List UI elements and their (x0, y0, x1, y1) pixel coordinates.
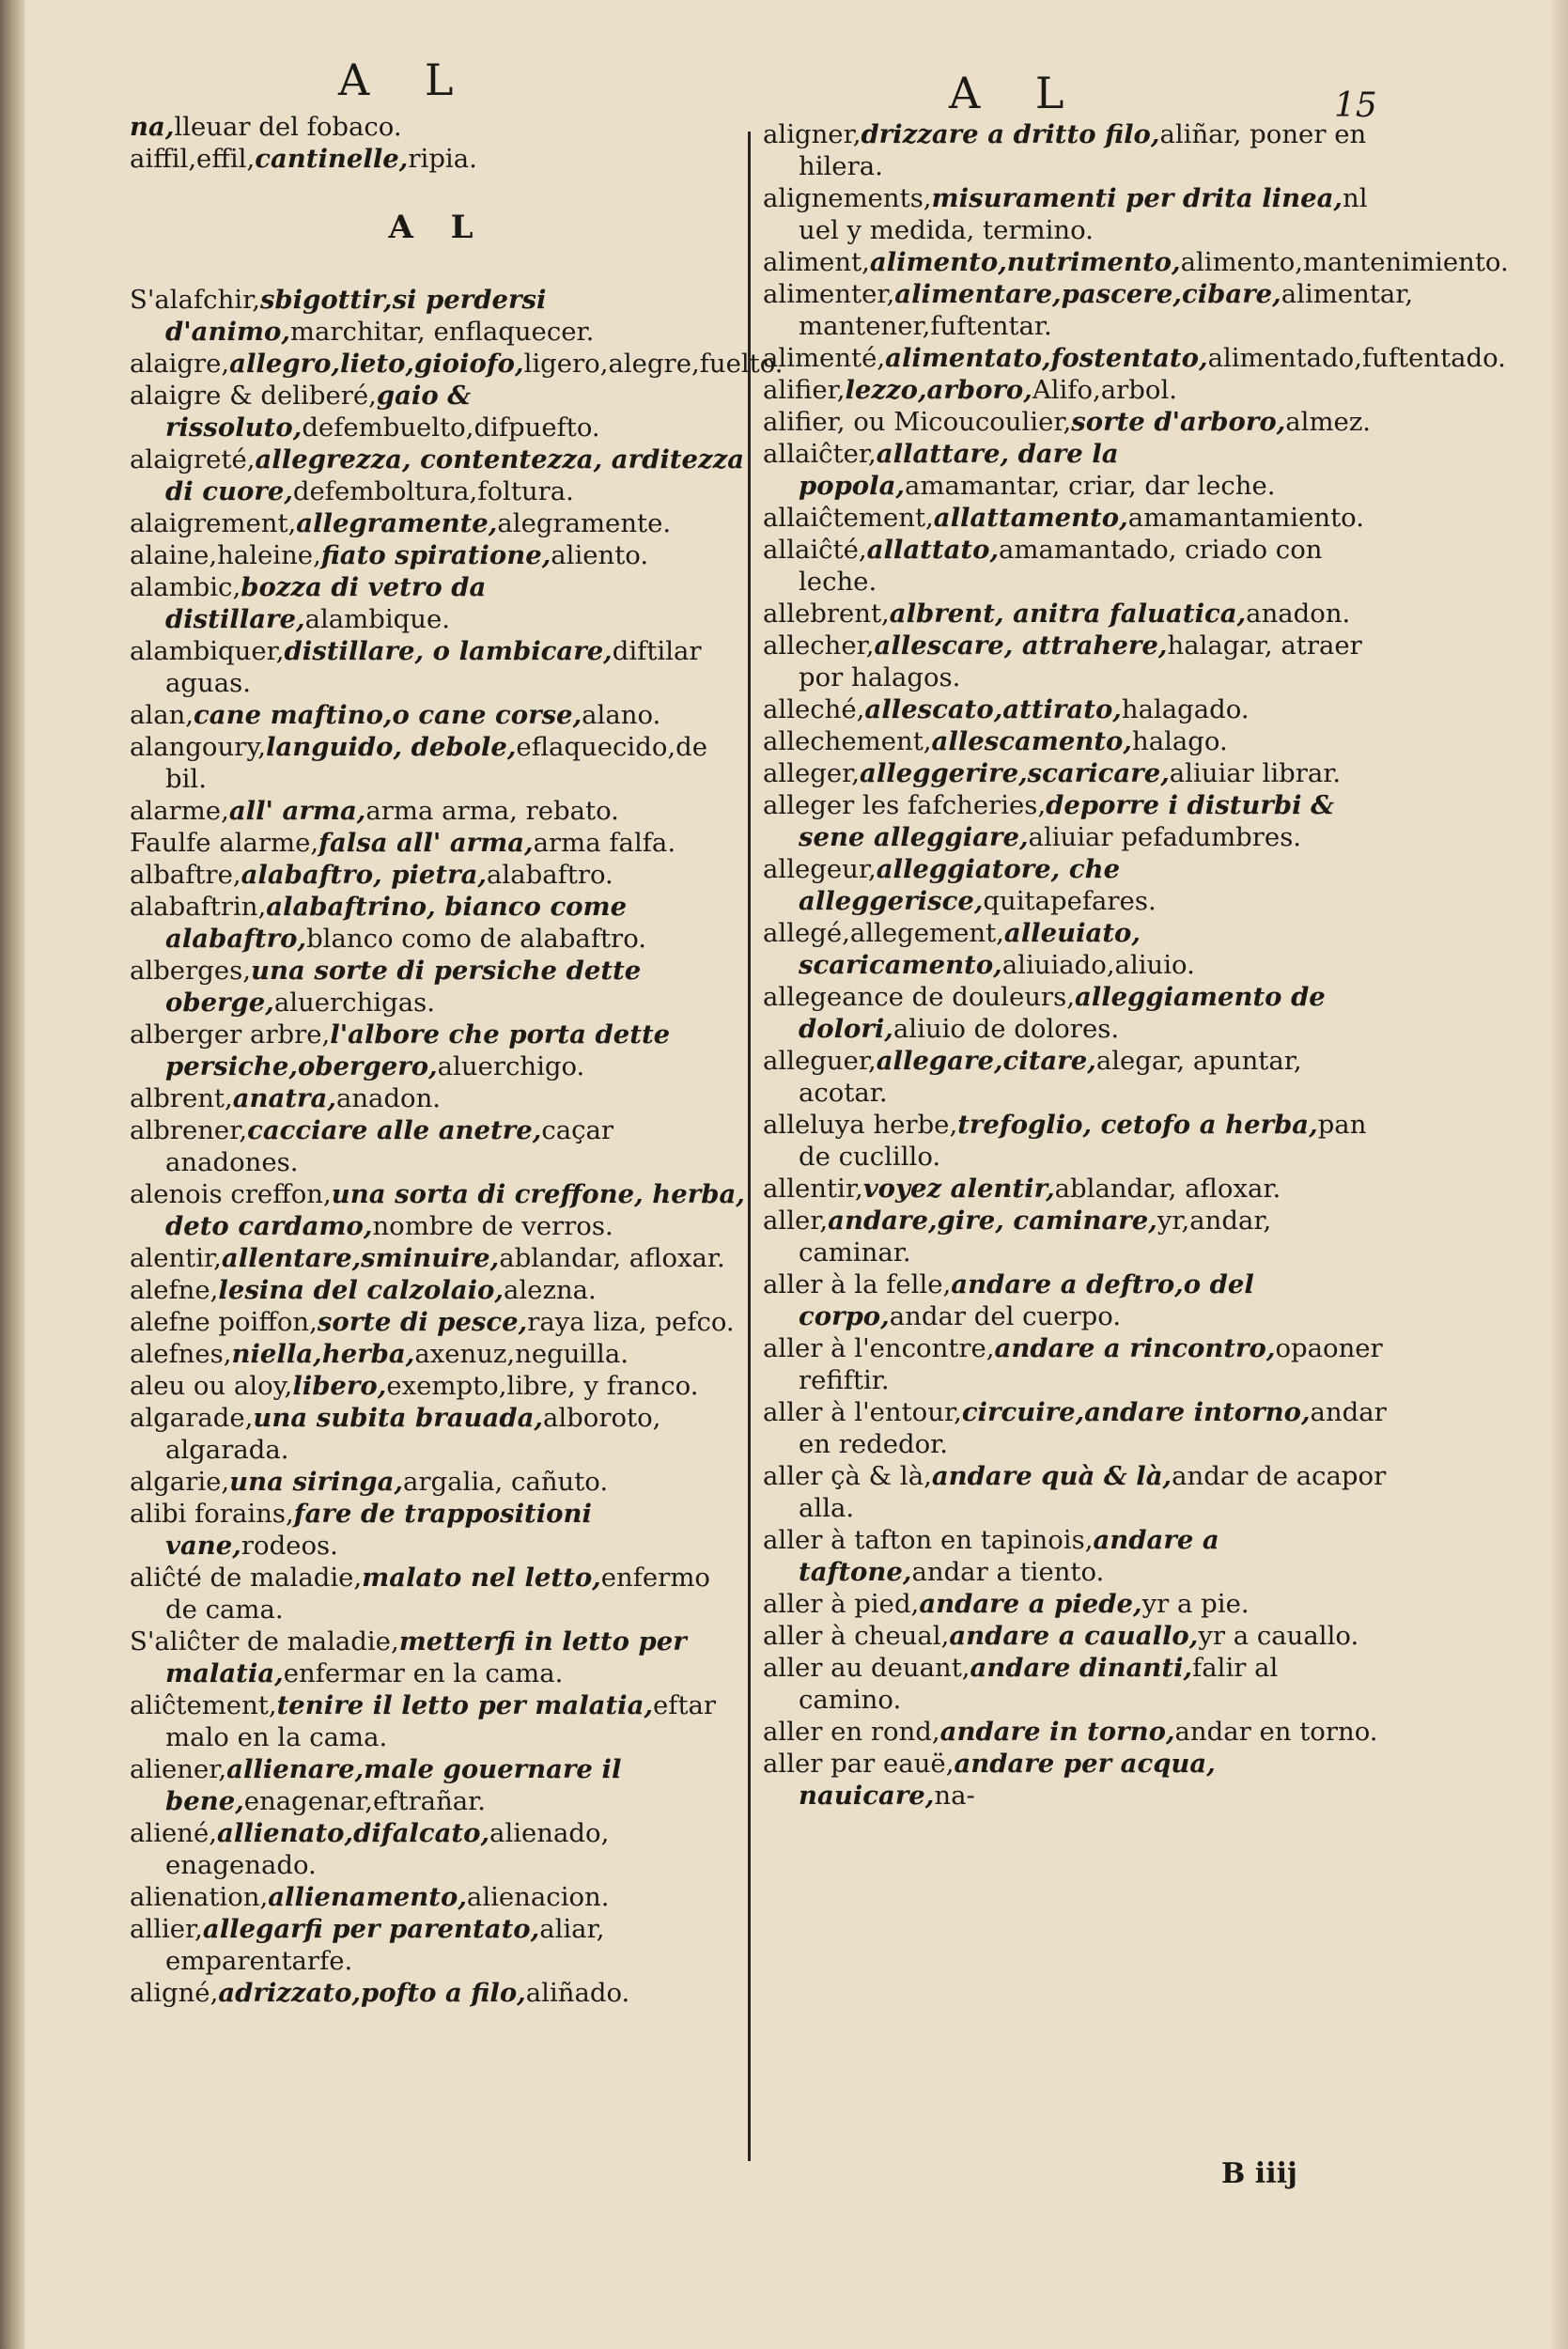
entry-spanish: amamantar, criar, dar leche. (904, 471, 1276, 501)
entry-italian: cacciare alle anetre, (247, 1115, 542, 1145)
entry-spanish: almez. (1285, 407, 1372, 437)
entry-headword: alefne, (130, 1275, 219, 1305)
entry-italian: trefoglio, cetofo a herba, (957, 1110, 1318, 1140)
entry-italian: alimentato,fostentato, (885, 343, 1208, 373)
entry-italian: circuire,andare intorno, (961, 1397, 1311, 1427)
entry-headword: allegé,allegement, (763, 918, 1004, 948)
entry-spanish: alimentado,fuftentado. (1207, 343, 1506, 373)
entry-headword: aller à la felle, (763, 1269, 952, 1299)
dictionary-entry (763, 438, 1388, 502)
column-rule (748, 132, 751, 2161)
dictionary-entry (763, 1524, 1388, 1588)
entry-italian: anatra, (232, 1083, 336, 1113)
entry-spanish: pan de cuclillo. (799, 1110, 1367, 1172)
entry-italian: adrizzato,pofto a filo, (218, 1978, 526, 2008)
dictionary-entry (130, 1402, 745, 1466)
entry-spanish: andar del cuerpo. (889, 1301, 1122, 1331)
dictionary-entry (130, 1881, 745, 1913)
dictionary-entry (130, 571, 745, 635)
entry-spanish: exempto,libre, y franco. (386, 1371, 699, 1401)
right-column (763, 118, 1509, 1812)
entry-italian: andare,gire, caminare, (828, 1206, 1157, 1236)
dictionary-entry (763, 502, 1388, 534)
dictionary-entry (763, 1396, 1388, 1460)
entry-italian: allegare,citare, (876, 1046, 1096, 1076)
entry-spanish: alimento,mantenimiento. (1180, 247, 1509, 277)
entry-headword: aiffil,effil, (130, 144, 256, 174)
entry-italian: metterfi in letto per malatia, (165, 1626, 687, 1688)
entry-headword: aller au deuant, (763, 1653, 970, 1683)
entry-italian: distillare, o lambicare, (284, 636, 613, 666)
entry-headword: aligner, (763, 119, 862, 149)
dictionary-entry (763, 1332, 1388, 1396)
entry-headword: algarie, (130, 1467, 230, 1497)
dictionary-entry (763, 693, 1388, 725)
dictionary-entry (763, 1748, 1388, 1812)
entry-headword: albrener, (130, 1115, 248, 1145)
entry-headword: aliment, (763, 247, 870, 277)
entry-italian: albrent, anitra faluatica, (889, 599, 1247, 629)
entry-spanish: eftar malo en la cama. (165, 1690, 717, 1752)
dictionary-entry (130, 1913, 745, 1977)
entry-spanish: yr,andar, caminar. (799, 1206, 1272, 1268)
entry-spanish: aliñado. (525, 1978, 630, 2008)
entry-spanish: anadon. (1246, 599, 1351, 629)
entry-headword: allaiĉtement, (763, 503, 934, 533)
entry-italian: cane maftino,o cane corse, (194, 700, 582, 730)
entry-spanish: opaoner refiftir. (799, 1333, 1383, 1395)
dictionary-entry (130, 1626, 745, 1689)
entry-spanish: alimentar, mantener,fuftentar. (799, 279, 1414, 341)
entry-headword: aliené, (130, 1818, 217, 1848)
entry-italian: allattato, (866, 535, 1000, 565)
dictionary-entry (763, 1620, 1388, 1652)
entry-italian: allescato,attirato, (864, 694, 1122, 724)
entry-headword: albaftre, (130, 860, 241, 890)
entry-italian: andare dinanti, (970, 1653, 1193, 1683)
entry-spanish: enfermo de cama. (165, 1563, 710, 1625)
entry-spanish: alboroto, algarada. (165, 1403, 661, 1465)
entry-spanish: aluerchigas. (273, 988, 435, 1018)
entry-headword: aller à l'entour, (763, 1397, 962, 1427)
dictionary-entry (130, 348, 784, 380)
entry-italian: bozza di vetro da distillare, (165, 572, 487, 634)
right-entries (763, 118, 1509, 1812)
entry-headword: aller à l'encontre, (763, 1333, 995, 1363)
entry-headword: aleu ou aloy, (130, 1371, 293, 1401)
entry-headword: alefnes, (130, 1339, 232, 1369)
section-heading: A L (388, 209, 487, 246)
entry-headword: allebrent, (763, 599, 890, 629)
entry-italian: andare per acqua, nauicare, (799, 1749, 1216, 1811)
entry-spanish: yr a cauallo. (1198, 1621, 1359, 1651)
entry-italian: una subita brauada, (253, 1403, 543, 1433)
entry-italian: alleggiatore, che alleggerisce, (799, 854, 1121, 916)
entry-italian: allattamento, (933, 503, 1128, 533)
entry-italian: voyez alentir, (862, 1174, 1055, 1204)
entry-italian: malato nel letto, (362, 1563, 601, 1593)
entry-spanish: amamantamiento. (1127, 503, 1364, 533)
dictionary-entry (130, 143, 745, 175)
dictionary-entry (130, 891, 745, 955)
entry-headword: aller par eauë, (763, 1749, 955, 1779)
entry-spanish: blanco como de alabaftro. (306, 924, 647, 954)
entry-spanish: alezna. (503, 1275, 597, 1305)
entry-spanish: argalia, cañuto. (403, 1467, 609, 1497)
entry-headword: allier, (130, 1914, 203, 1944)
dictionary-entry (130, 1082, 745, 1114)
entry-headword: alleguer, (763, 1046, 877, 1076)
entry-headword: alberger arbre, (130, 1019, 331, 1050)
entry-headword: alleger, (763, 758, 861, 788)
entry-italian: drizzare a dritto filo, (861, 119, 1160, 149)
entry-headword: alaigreté, (130, 444, 256, 474)
entry-headword: alifier, (763, 375, 846, 405)
entry-spanish: nombre de verros. (372, 1211, 613, 1241)
dictionary-entry (763, 1173, 1388, 1205)
entry-headword: allechement, (763, 726, 932, 756)
dictionary-entry (763, 278, 1414, 342)
entry-headword: aligné, (130, 1978, 219, 2008)
entry-italian: andare a deftro,o del corpo, (799, 1269, 1254, 1331)
entry-spanish: andar en rededor. (799, 1397, 1387, 1459)
entry-headword: alleluya herbe, (763, 1110, 958, 1140)
entry-headword: alberges, (130, 956, 251, 986)
dictionary-entry (130, 380, 745, 443)
dictionary-entry (130, 284, 745, 348)
entry-spanish: arma falfa. (533, 828, 676, 858)
entry-italian: lesina del calzolaio, (218, 1275, 504, 1305)
entry-spanish: falir al camino. (799, 1653, 1279, 1715)
dictionary-entry (763, 1716, 1388, 1748)
dictionary-entry (763, 118, 1388, 182)
dictionary-entry (763, 1205, 1388, 1268)
entry-headword: aliĉtement, (130, 1690, 277, 1720)
entry-spanish: Alifo,arbol. (1032, 375, 1178, 405)
dictionary-entry (763, 1652, 1388, 1716)
entry-italian: andare in torno, (939, 1717, 1175, 1747)
dictionary-entry (763, 789, 1388, 853)
dictionary-entry (130, 1306, 745, 1338)
dictionary-entry (130, 635, 745, 699)
entry-headword: S'alafchir, (130, 285, 260, 315)
page-number: 15 (1334, 86, 1377, 125)
entry-italian: alabaftro, pietra, (241, 860, 487, 890)
dictionary-entry (130, 1689, 745, 1753)
entry-spanish: enagenar,eftrañar. (243, 1786, 487, 1816)
dictionary-entry (763, 342, 1506, 374)
entry-spanish: amamantado, criado con leche. (799, 535, 1323, 597)
dictionary-entry (130, 1242, 745, 1274)
entry-spanish: aliuiar librar. (1169, 758, 1342, 788)
entry-italian: all' arma, (228, 796, 366, 826)
entry-spanish: enfermar en la cama. (283, 1658, 564, 1688)
entry-headword: allaiĉté, (763, 535, 867, 565)
entry-spanish: alienado, enagenado. (165, 1818, 610, 1880)
entry-headword: alleché, (763, 694, 865, 724)
dictionary-entry (763, 598, 1388, 630)
entry-spanish: andar a tiento. (911, 1557, 1105, 1587)
dictionary-entry (130, 795, 745, 827)
entry-headword: alangoury, (130, 732, 266, 762)
dictionary-entry (130, 827, 745, 859)
entry-spanish: aliuiar pefadumbres. (1028, 822, 1302, 852)
entry-headword: algarade, (130, 1403, 254, 1433)
entry-italian: misuramenti per drita linea, (931, 183, 1343, 213)
entry-spanish: marchitar, enflaquecer. (289, 317, 595, 347)
entry-italian: allienamento, (268, 1882, 467, 1912)
entry-italian: falsa all' arma, (318, 828, 534, 858)
entry-italian: sorte di pesce, (317, 1307, 528, 1337)
dictionary-entry (130, 699, 745, 731)
dictionary-entry (763, 725, 1388, 757)
dictionary-entry (130, 443, 745, 507)
entry-italian: allienato,difalcato, (217, 1818, 490, 1848)
entry-italian: sbigottir,si perdersi d'animo, (165, 285, 547, 347)
entry-italian: libero, (292, 1371, 387, 1401)
entry-spanish: halago. (1131, 726, 1228, 756)
entry-headword: aller çà & là, (763, 1461, 932, 1491)
entry-italian: andare a rincontro, (994, 1333, 1276, 1363)
entry-italian: alabaftrino, bianco come alabaftro, (165, 892, 628, 954)
entry-headword: alimenter, (763, 279, 895, 309)
entry-italian: gaio & rissoluto, (165, 381, 472, 443)
entry-italian: andare quà & là, (931, 1461, 1172, 1491)
dictionary-entry (763, 1460, 1388, 1524)
entry-headword: alaigre & deliberé, (130, 381, 377, 411)
entry-headword: alaigre, (130, 349, 230, 379)
entry-headword: alignements, (763, 183, 932, 213)
entry-italian: allegrezza, contentezza, arditezza di cuore, (165, 444, 745, 506)
entry-headword: alleger les fafcheries, (763, 790, 1047, 820)
entry-spanish: na- (934, 1781, 975, 1811)
entry-spanish: yr a pie. (1141, 1589, 1250, 1619)
entry-headword: S'aliĉter de maladie, (130, 1626, 399, 1657)
entry-italian: una siringa, (229, 1467, 404, 1497)
entry-italian: una sorte di persiche dette oberge, (165, 956, 642, 1018)
dictionary-entry (130, 1977, 745, 2009)
dictionary-entry (130, 1114, 745, 1178)
dictionary-entry (130, 955, 745, 1019)
signature-mark: B iiij (1221, 2157, 1297, 2190)
dictionary-entry (763, 917, 1388, 981)
dictionary-entry (130, 1274, 745, 1306)
entry-italian: allescamento, (931, 726, 1132, 756)
entry-headword: aller à pied, (763, 1589, 920, 1619)
entry-headword: allentir, (763, 1174, 863, 1204)
entry-headword: aller en rond, (763, 1717, 940, 1747)
dictionary-entry (130, 111, 745, 143)
entry-headword: aller à cheual, (763, 1621, 950, 1651)
entry-headword: aller à tafton en tapinois, (763, 1525, 1094, 1555)
entry-spanish: aluerchigo. (437, 1051, 585, 1081)
dictionary-entry (763, 182, 1388, 246)
entry-italian: andare a cauallo, (949, 1621, 1199, 1651)
dictionary-entry (130, 539, 745, 571)
page-gutter-shadow (0, 0, 24, 2349)
entry-spanish: axenuz,neguilla. (414, 1339, 629, 1369)
entry-spanish: eflaquecido,de bil. (165, 732, 707, 794)
entry-headword: alaine,haleine, (130, 540, 321, 570)
entry-headword: aller, (763, 1206, 829, 1236)
entry-italian: l'albore che porta dette persiche,obergero, (165, 1019, 671, 1081)
entry-italian: alimentare,pascere,cibare, (894, 279, 1281, 309)
entry-headword: alambic, (130, 572, 241, 602)
entry-italian: lezzo,arboro, (845, 375, 1032, 405)
entry-headword: alabaftrin, (130, 892, 267, 922)
entry-italian: una sorta di creffone, herba, deto cardamo, (165, 1179, 745, 1241)
entry-italian: alleggiamento de dolori, (799, 982, 1326, 1044)
entry-spanish: rodeos. (241, 1531, 338, 1561)
entry-spanish: alegar, apuntar, acotar. (799, 1046, 1302, 1108)
entry-headword: alenois creffon, (130, 1179, 332, 1209)
entry-spanish: aliñar, poner en hilera. (799, 119, 1367, 181)
entry-italian: alimento,nutrimento, (869, 247, 1181, 277)
entry-headword: alibi forains, (130, 1499, 294, 1529)
entry-italian: fare de trappositioni vane, (165, 1499, 592, 1561)
entry-spanish: diftilar aguas. (165, 636, 702, 698)
entry-headword: aliener, (130, 1754, 227, 1784)
dictionary-entry (130, 1498, 745, 1562)
entry-spanish: lleuar del fobaco. (174, 112, 402, 142)
entry-spanish: halagado. (1121, 694, 1250, 724)
entry-headword: allaiĉter, (763, 439, 877, 469)
left-column (130, 111, 784, 2009)
entry-spanish: ablandar, afloxar. (499, 1243, 725, 1273)
entry-headword: alarme, (130, 796, 229, 826)
entry-headword: aliĉté de maladie, (130, 1563, 363, 1593)
entry-italian: niella,herba, (231, 1339, 415, 1369)
dictionary-entry (130, 1466, 745, 1498)
dictionary-entry (763, 630, 1388, 693)
entry-headword: allegeance de douleurs, (763, 982, 1075, 1012)
entry-spanish: alegramente. (497, 508, 672, 538)
entry-italian: sorte d'arboro, (1071, 407, 1286, 437)
dictionary-entry (130, 1817, 745, 1881)
entry-headword: alaigrement, (130, 508, 297, 538)
entry-headword: alambiquer, (130, 636, 285, 666)
dictionary-entry (763, 246, 1509, 278)
entry-italian: andare a piede, (919, 1589, 1142, 1619)
dictionary-entry (763, 1045, 1388, 1109)
entry-spanish: aliuiado,aliuio. (1001, 950, 1195, 980)
entry-italian: allentare,sminuire, (221, 1243, 500, 1273)
dictionary-entry (763, 1109, 1388, 1173)
entry-italian: allescare, attrahere, (874, 630, 1168, 661)
entry-spanish: alabaftro. (487, 860, 613, 890)
entry-italian: allegramente, (296, 508, 498, 538)
entry-italian: na, (130, 112, 175, 142)
dictionary-entry (763, 374, 1388, 406)
running-head-right: A L (949, 68, 1085, 118)
entry-italian: tenire il letto per malatia, (276, 1690, 654, 1720)
entry-spanish: nl uel y medida, termino. (799, 183, 1368, 245)
dictionary-entry (130, 1753, 745, 1817)
entry-spanish: ligero,alegre,fuelto. (523, 349, 784, 379)
entry-spanish: andar de acapor alla. (799, 1461, 1387, 1523)
entry-spanish: aliuio de dolores. (893, 1014, 1120, 1044)
entry-spanish: alano. (582, 700, 661, 730)
entry-spanish: alambique. (304, 604, 450, 634)
dictionary-entry (130, 1019, 745, 1082)
entry-headword: alefne poiffon, (130, 1307, 318, 1337)
dictionary-entry (763, 534, 1388, 598)
entry-headword: alentir, (130, 1243, 222, 1273)
entry-spanish: halagar, atraer por halagos. (799, 630, 1362, 692)
dictionary-entry (130, 1370, 745, 1402)
entry-headword: allegeur, (763, 854, 877, 884)
entry-italian: alleggerire,scaricare, (860, 758, 1170, 788)
entry-spanish: aliento. (551, 540, 649, 570)
dictionary-entry (763, 757, 1388, 789)
entry-spanish: raya liza, pefco. (527, 1307, 735, 1337)
entry-spanish: defemboltura,foltura. (292, 476, 574, 506)
entry-italian: allegro,lieto,gioiofo, (229, 349, 524, 379)
running-head-left: A L (338, 54, 474, 105)
entry-spanish: aliar, emparentarfe. (165, 1914, 605, 1976)
entry-headword: alienation, (130, 1882, 269, 1912)
entry-italian: allienare,male gouernare il bene, (165, 1754, 622, 1816)
entry-spanish: quitapefares. (983, 886, 1157, 916)
entry-italian: andare a taftone, (799, 1525, 1219, 1587)
entry-spanish: ripia. (408, 144, 477, 174)
entry-spanish: defembuelto,difpuefto. (302, 412, 600, 443)
left-entries (130, 284, 784, 2009)
dictionary-entry (130, 507, 745, 539)
entry-spanish: andar en torno. (1174, 1717, 1378, 1747)
entry-spanish: caçar anadones. (165, 1115, 614, 1177)
dictionary-entry (763, 1268, 1388, 1332)
dictionary-entry (130, 1562, 745, 1626)
left-leading-entries (130, 111, 745, 175)
entry-headword: albrent, (130, 1083, 233, 1113)
dictionary-entry (130, 859, 745, 891)
dictionary-entry (763, 406, 1388, 438)
entry-headword: alan, (130, 700, 194, 730)
entry-headword: allecher, (763, 630, 875, 661)
entry-headword: alifier, ou Micoucoulier, (763, 407, 1072, 437)
page-edge (1551, 0, 1568, 2349)
entry-spanish: ablandar, afloxar. (1054, 1174, 1281, 1204)
entry-spanish: arma arma, rebato. (365, 796, 619, 826)
entry-italian: allegarfi per parentato, (202, 1914, 540, 1944)
entry-italian: fiato spiratione, (320, 540, 551, 570)
dictionary-entry (130, 1178, 745, 1242)
entry-italian: languido, debole, (265, 732, 517, 762)
dictionary-entry (763, 1588, 1388, 1620)
entry-italian: cantinelle, (255, 144, 409, 174)
entry-italian: deporre i disturbi & sene alleggiare, (799, 790, 1334, 852)
dictionary-entry (130, 731, 745, 795)
entry-spanish: alienacion. (466, 1882, 610, 1912)
dictionary-entry (130, 1338, 745, 1370)
entry-italian: allattare, dare la popola, (799, 439, 1119, 501)
entry-headword: Faulfe alarme, (130, 828, 319, 858)
entry-italian: alleuiato, scaricamento, (799, 918, 1141, 980)
entry-headword: alimenté, (763, 343, 886, 373)
dictionary-entry (763, 853, 1388, 917)
entry-spanish: anadon. (335, 1083, 442, 1113)
dictionary-entry (763, 981, 1388, 1045)
